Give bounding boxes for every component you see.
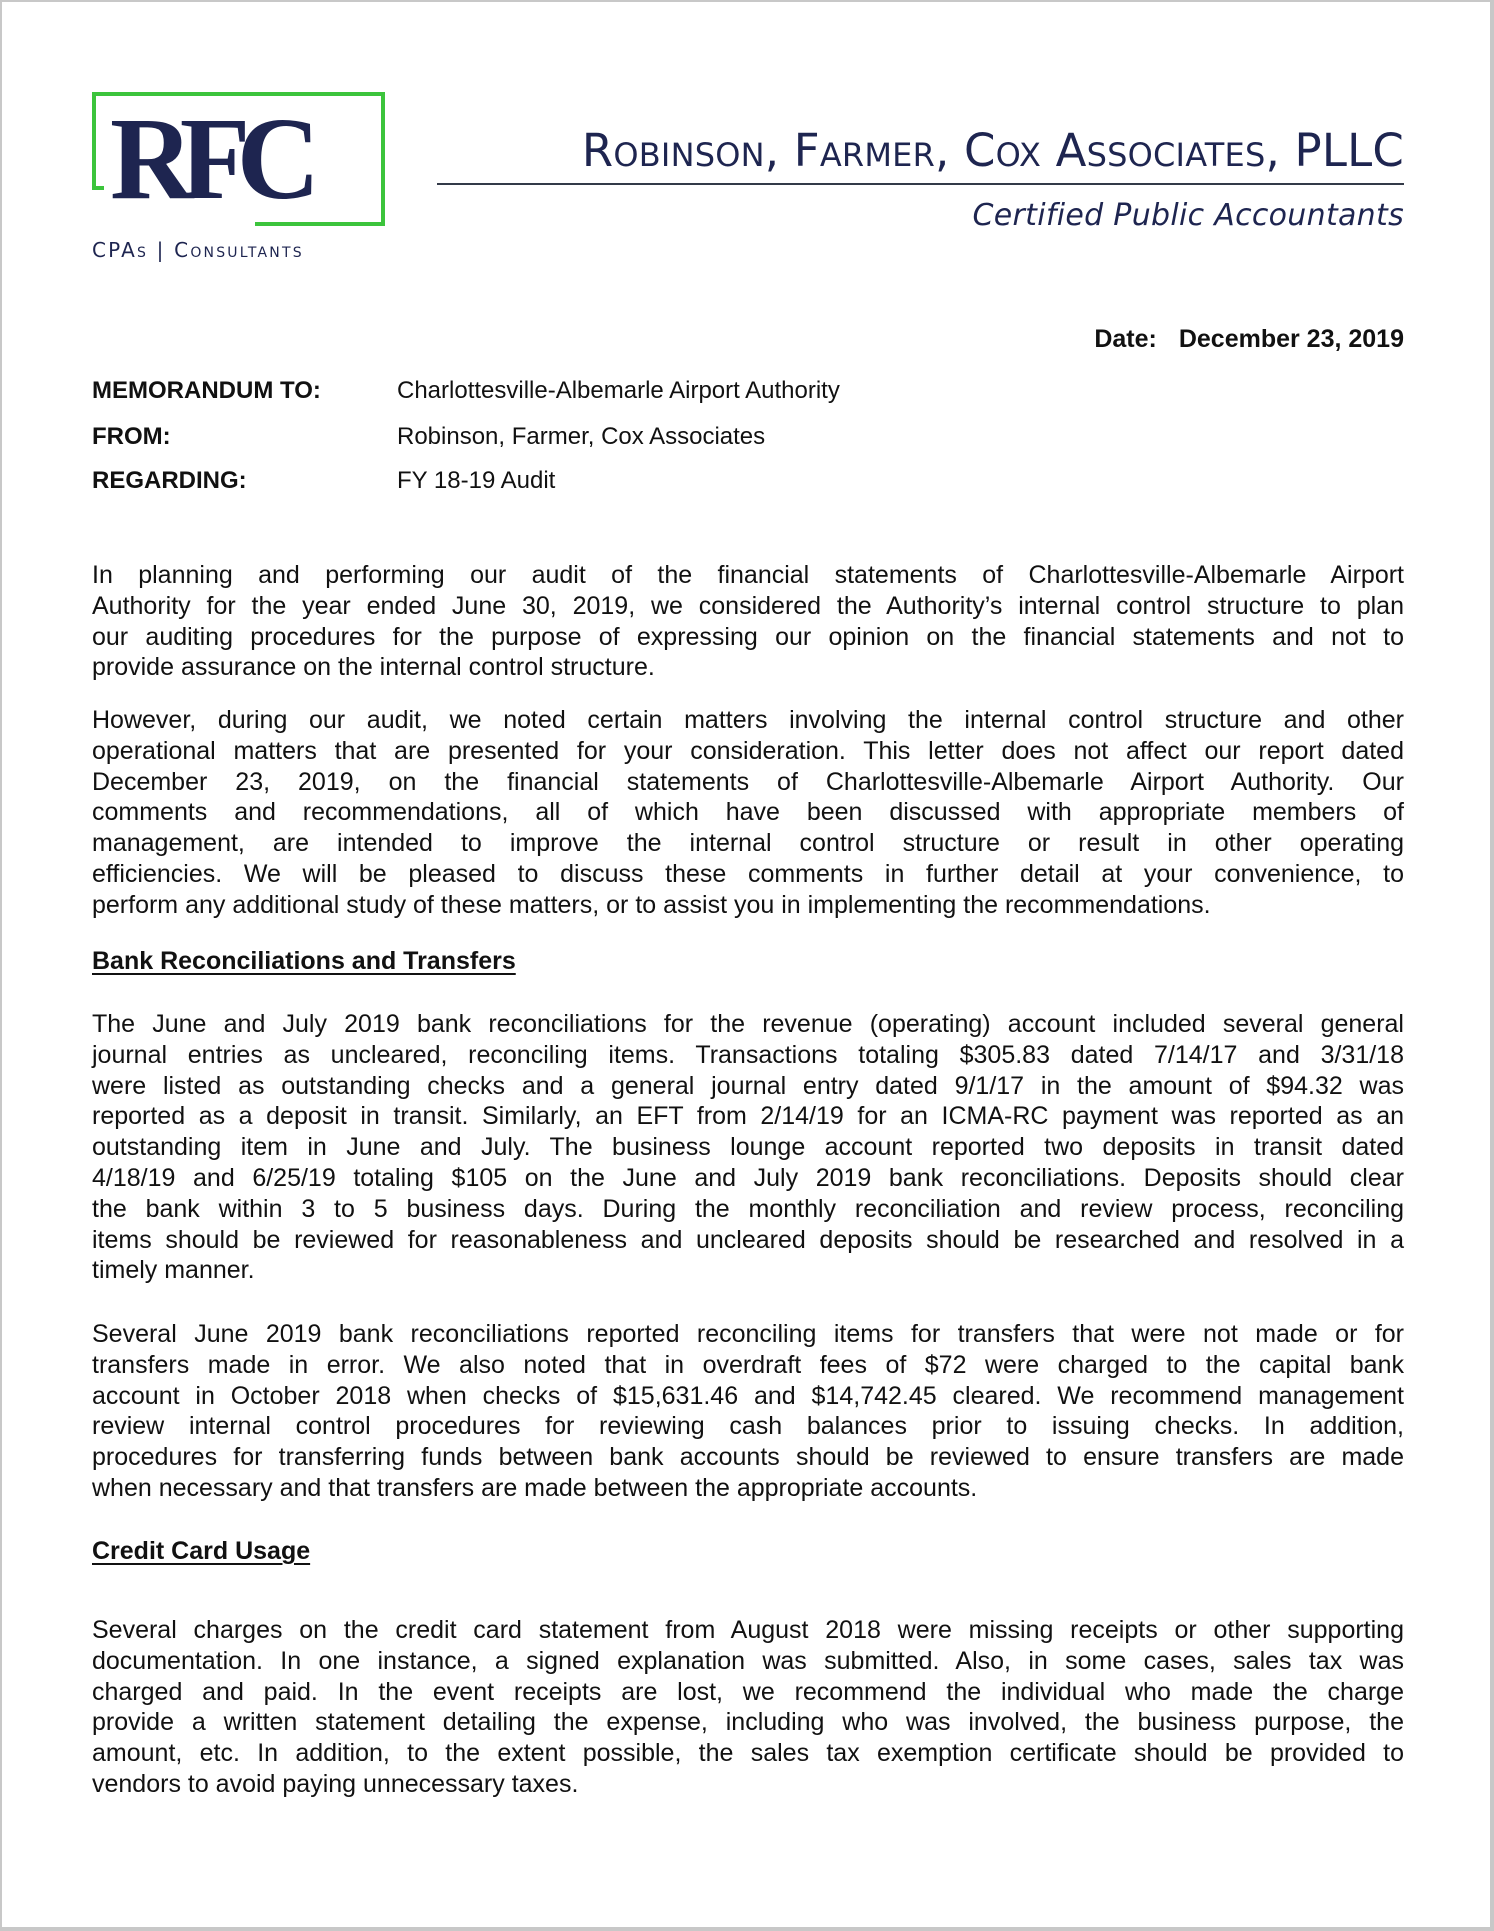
text-line: amount, etc. In addition, to the extent possible, the sales tax exemption certificate should be provided to [92, 1739, 1404, 1768]
text-line: review internal control procedures for reviewing cash balances prior to issuing checks. In addition, [92, 1412, 1404, 1441]
bank-reconciliation-paragraph [92, 1009, 1404, 1286]
text-line: perform any additional study of these matters, or to assist you in implementing the recommendations. [92, 890, 1211, 919]
text-line: Several charges on the credit card statement from August 2018 were missing receipts or other supporting [92, 1616, 1404, 1644]
text-line: the bank within 3 to 5 business days. During the monthly reconciliation and review process, reconciling [92, 1194, 1404, 1223]
text-line: comments and recommendations, all of which have been discussed with appropriate members of [92, 798, 1404, 827]
text-line: items should be reviewed for reasonableness and uncleared deposits should be researched and resolved in a [92, 1225, 1404, 1254]
memo-regarding-value: FY 18-19 Audit [397, 467, 556, 494]
text-line: provide assurance on the internal control structure. [92, 653, 655, 682]
text-line: account in October 2018 when checks of $15,631.46 and $14,742.45 cleared. We recommend management [92, 1381, 1404, 1410]
memo-regarding-label: REGARDING: [92, 467, 247, 494]
date-value: December 23, 2019 [1178, 325, 1404, 353]
logo-subtitle: CPAs | Consultants [92, 238, 304, 262]
context-paragraph [92, 705, 1404, 921]
intro-paragraph [92, 560, 1404, 683]
text-line: management, are intended to improve the internal control structure or result in other operating [92, 829, 1404, 858]
firm-name: Robinson, Farmer, Cox Associates, PLLC [581, 124, 1404, 177]
text-line: transfers made in error. We also noted that in overdraft fees of $72 were charged to the capital bank [92, 1350, 1404, 1379]
logo-frame [381, 92, 385, 226]
text-line: documentation. In one instance, a signed explanation was submitted. Also, in some cases, sales tax was [92, 1646, 1404, 1675]
text-line: procedures for transferring funds between bank accounts should be reviewed to ensure transfers are made [92, 1443, 1404, 1472]
section-heading-credit-card-usage: Credit Card Usage [92, 1537, 311, 1565]
memo-to-value: Charlottesville-Albemarle Airport Authority [397, 377, 840, 404]
date-label: Date: [1094, 325, 1157, 353]
text-line: In planning and performing our audit of the financial statements of Charlottesville-Albemarle Airport [92, 561, 1404, 589]
text-line: 4/18/19 and 6/25/19 totaling $105 on the June and July 2019 bank reconciliations. Deposits should clear [92, 1163, 1404, 1192]
text-line: timely manner. [92, 1256, 255, 1285]
text-line: However, during our audit, we noted certain matters involving the internal control structure and other [92, 706, 1404, 734]
section-heading-bank-reconciliations: Bank Reconciliations and Transfers [92, 947, 516, 975]
memo-date [1094, 324, 1404, 354]
rfc-logo [92, 92, 388, 262]
text-line: were listed as outstanding checks and a general journal entry dated 9/1/17 in the amount of $94.32 was [92, 1071, 1404, 1100]
text-line: December 23, 2019, on the financial statements of Charlottesville-Albemarle Airport Authority. Our [92, 767, 1404, 796]
memo-from-value: Robinson, Farmer, Cox Associates [397, 423, 766, 450]
text-line: Several June 2019 bank reconciliations reported reconciling items for transfers that were not made or for [92, 1320, 1404, 1348]
text-line: Authority for the year ended June 30, 2019, we considered the Authority’s internal control structure to plan [92, 591, 1404, 620]
text-line: reported as a deposit in transit. Similarly, an EFT from 2/14/19 for an ICMA-RC payment was reported as an [92, 1102, 1404, 1131]
memo-to-label: MEMORANDUM TO: [92, 377, 321, 404]
transfers-paragraph [92, 1319, 1404, 1504]
text-line: efficiencies. We will be pleased to discuss these comments in further detail at your convenience, to [92, 859, 1404, 888]
logo-frame [92, 186, 104, 190]
text-line: our auditing procedures for the purpose of expressing our opinion on the financial statements and not to [92, 622, 1404, 651]
header-divider [437, 183, 1404, 185]
text-line: when necessary and that transfers are made between the appropriate accounts. [92, 1473, 978, 1502]
logo-frame [92, 92, 96, 190]
text-line: journal entries as uncleared, reconciling items. Transactions totaling $305.83 dated 7/14/17 and 3/31/18 [92, 1040, 1404, 1069]
logo-monogram: RFC [110, 93, 307, 224]
text-line: vendors to avoid paying unnecessary taxes. [92, 1769, 579, 1798]
text-line: operational matters that are presented for your consideration. This letter does not affect our report dated [92, 736, 1404, 765]
memo-from-label: FROM: [92, 423, 171, 450]
text-line: The June and July 2019 bank reconciliations for the revenue (operating) account included several general [92, 1010, 1404, 1038]
credit-card-paragraph [92, 1615, 1404, 1800]
text-line: charged and paid. In the event receipts are lost, we recommend the individual who made the charge [92, 1677, 1404, 1706]
text-line: outstanding item in June and July. The business lounge account reported two deposits in transit dated [92, 1133, 1404, 1162]
firm-tagline: Certified Public Accountants [972, 198, 1404, 233]
text-line: provide a written statement detailing the expense, including who was involved, the business purpose, the [92, 1708, 1404, 1737]
memo-page [2, 2, 1490, 1927]
